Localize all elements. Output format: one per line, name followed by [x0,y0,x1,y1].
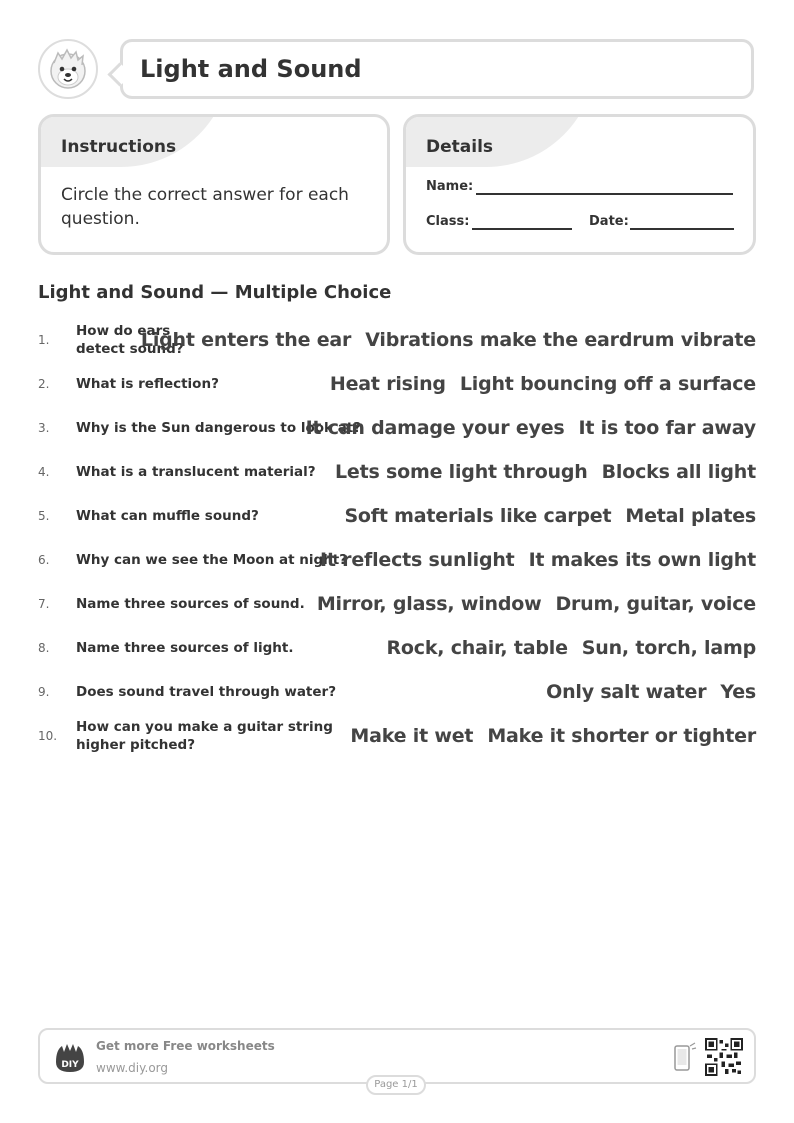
question-number: 4. [38,465,50,479]
question-row [38,364,756,404]
name-label: Name: [426,179,474,194]
question-row [38,672,756,712]
answer-option[interactable]: Metal plates [625,505,756,527]
answer-options [320,540,756,580]
answer-option[interactable]: Heat rising [329,373,446,395]
answer-option[interactable]: Mirror, glass, window [316,593,542,615]
question-row [38,496,756,536]
instructions-heading: Instructions [61,137,177,157]
answer-option[interactable]: Drum, guitar, voice [555,593,756,615]
answer-options [306,408,756,448]
question-text: How do ears detect sound? [76,323,184,357]
page-indicator: Page 1/1 [366,1075,426,1095]
question-number: 1. [38,333,50,347]
answer-option[interactable]: Rock, chair, table [386,637,568,659]
answer-option[interactable]: Make it wet [350,725,474,747]
title-box [120,39,754,99]
answer-options [350,716,756,756]
answer-option[interactable]: Soft materials like carpet [344,505,612,527]
answer-option[interactable]: It can damage your eyes [305,417,565,439]
question-number: 2. [38,377,50,391]
footer-promo-text: Get more Free worksheets [96,1039,275,1053]
answer-option[interactable]: It is too far away [578,417,756,439]
name-field[interactable] [476,193,733,195]
answer-options [344,496,756,536]
class-label: Class: [426,214,470,229]
instructions-text: Circle the correct answer for each question. [61,185,349,229]
qr-code-icon[interactable] [705,1038,743,1076]
answer-option[interactable]: Vibrations make the eardrum vibrate [365,329,756,351]
answer-option[interactable]: Light bouncing off a surface [459,373,756,395]
question-row [38,628,756,668]
mascot-icon [40,41,96,97]
section-title: Light and Sound — Multiple Choice [38,282,392,303]
answer-options [335,452,756,492]
details-heading: Details [426,137,494,157]
class-field[interactable] [472,228,572,230]
diy-logo-icon[interactable] [52,1040,88,1074]
answer-option[interactable]: Blocks all light [601,461,756,483]
phone-icon [673,1042,697,1074]
answer-options [546,672,756,712]
answer-options [317,584,756,624]
footer-website-link[interactable]: www.diy.org [96,1061,168,1075]
question-row [38,540,756,580]
question-row [38,320,756,360]
question-number: 7. [38,597,50,611]
question-number: 10. [38,729,58,743]
question-text: What can muffle sound? [76,508,259,524]
answer-option[interactable]: Sun, torch, lamp [581,637,756,659]
question-text: What is a translucent material? [76,464,316,480]
answer-options [387,628,757,668]
instructions-panel [38,114,390,255]
date-label: Date: [589,214,629,229]
answer-option[interactable]: Light enters the ear [140,329,352,351]
question-number: 9. [38,685,50,699]
answer-option[interactable]: It reflects sunlight [320,549,515,571]
details-panel [403,114,756,255]
answer-option[interactable]: Only salt water [546,681,707,703]
mascot-avatar [38,39,98,99]
answer-options [330,364,756,404]
question-text: Name three sources of light. [76,640,294,656]
answer-options [141,320,756,360]
question-number: 6. [38,553,50,567]
answer-option[interactable]: Lets some light through [335,461,588,483]
question-row [38,716,756,756]
question-text: How can you make a guitar string higher pitched? [76,719,333,753]
question-number: 3. [38,421,50,435]
svg-text:DIY: DIY [61,1060,79,1070]
answer-option[interactable]: Make it shorter or tighter [487,725,756,747]
question-text: What is reflection? [76,376,219,392]
question-number: 5. [38,509,50,523]
answer-option[interactable]: Yes [720,681,756,703]
question-text: Why can we see the Moon at night? [76,552,348,568]
question-row [38,584,756,624]
question-row [38,452,756,492]
answer-option[interactable]: It makes its own light [528,549,756,571]
question-text: Name three sources of sound. [76,596,305,612]
page-title: Light and Sound [140,55,362,83]
date-field[interactable] [630,228,734,230]
question-text: Does sound travel through water? [76,684,337,700]
question-row [38,408,756,448]
question-text: Why is the Sun dangerous to look at? [76,420,362,436]
question-number: 8. [38,641,50,655]
